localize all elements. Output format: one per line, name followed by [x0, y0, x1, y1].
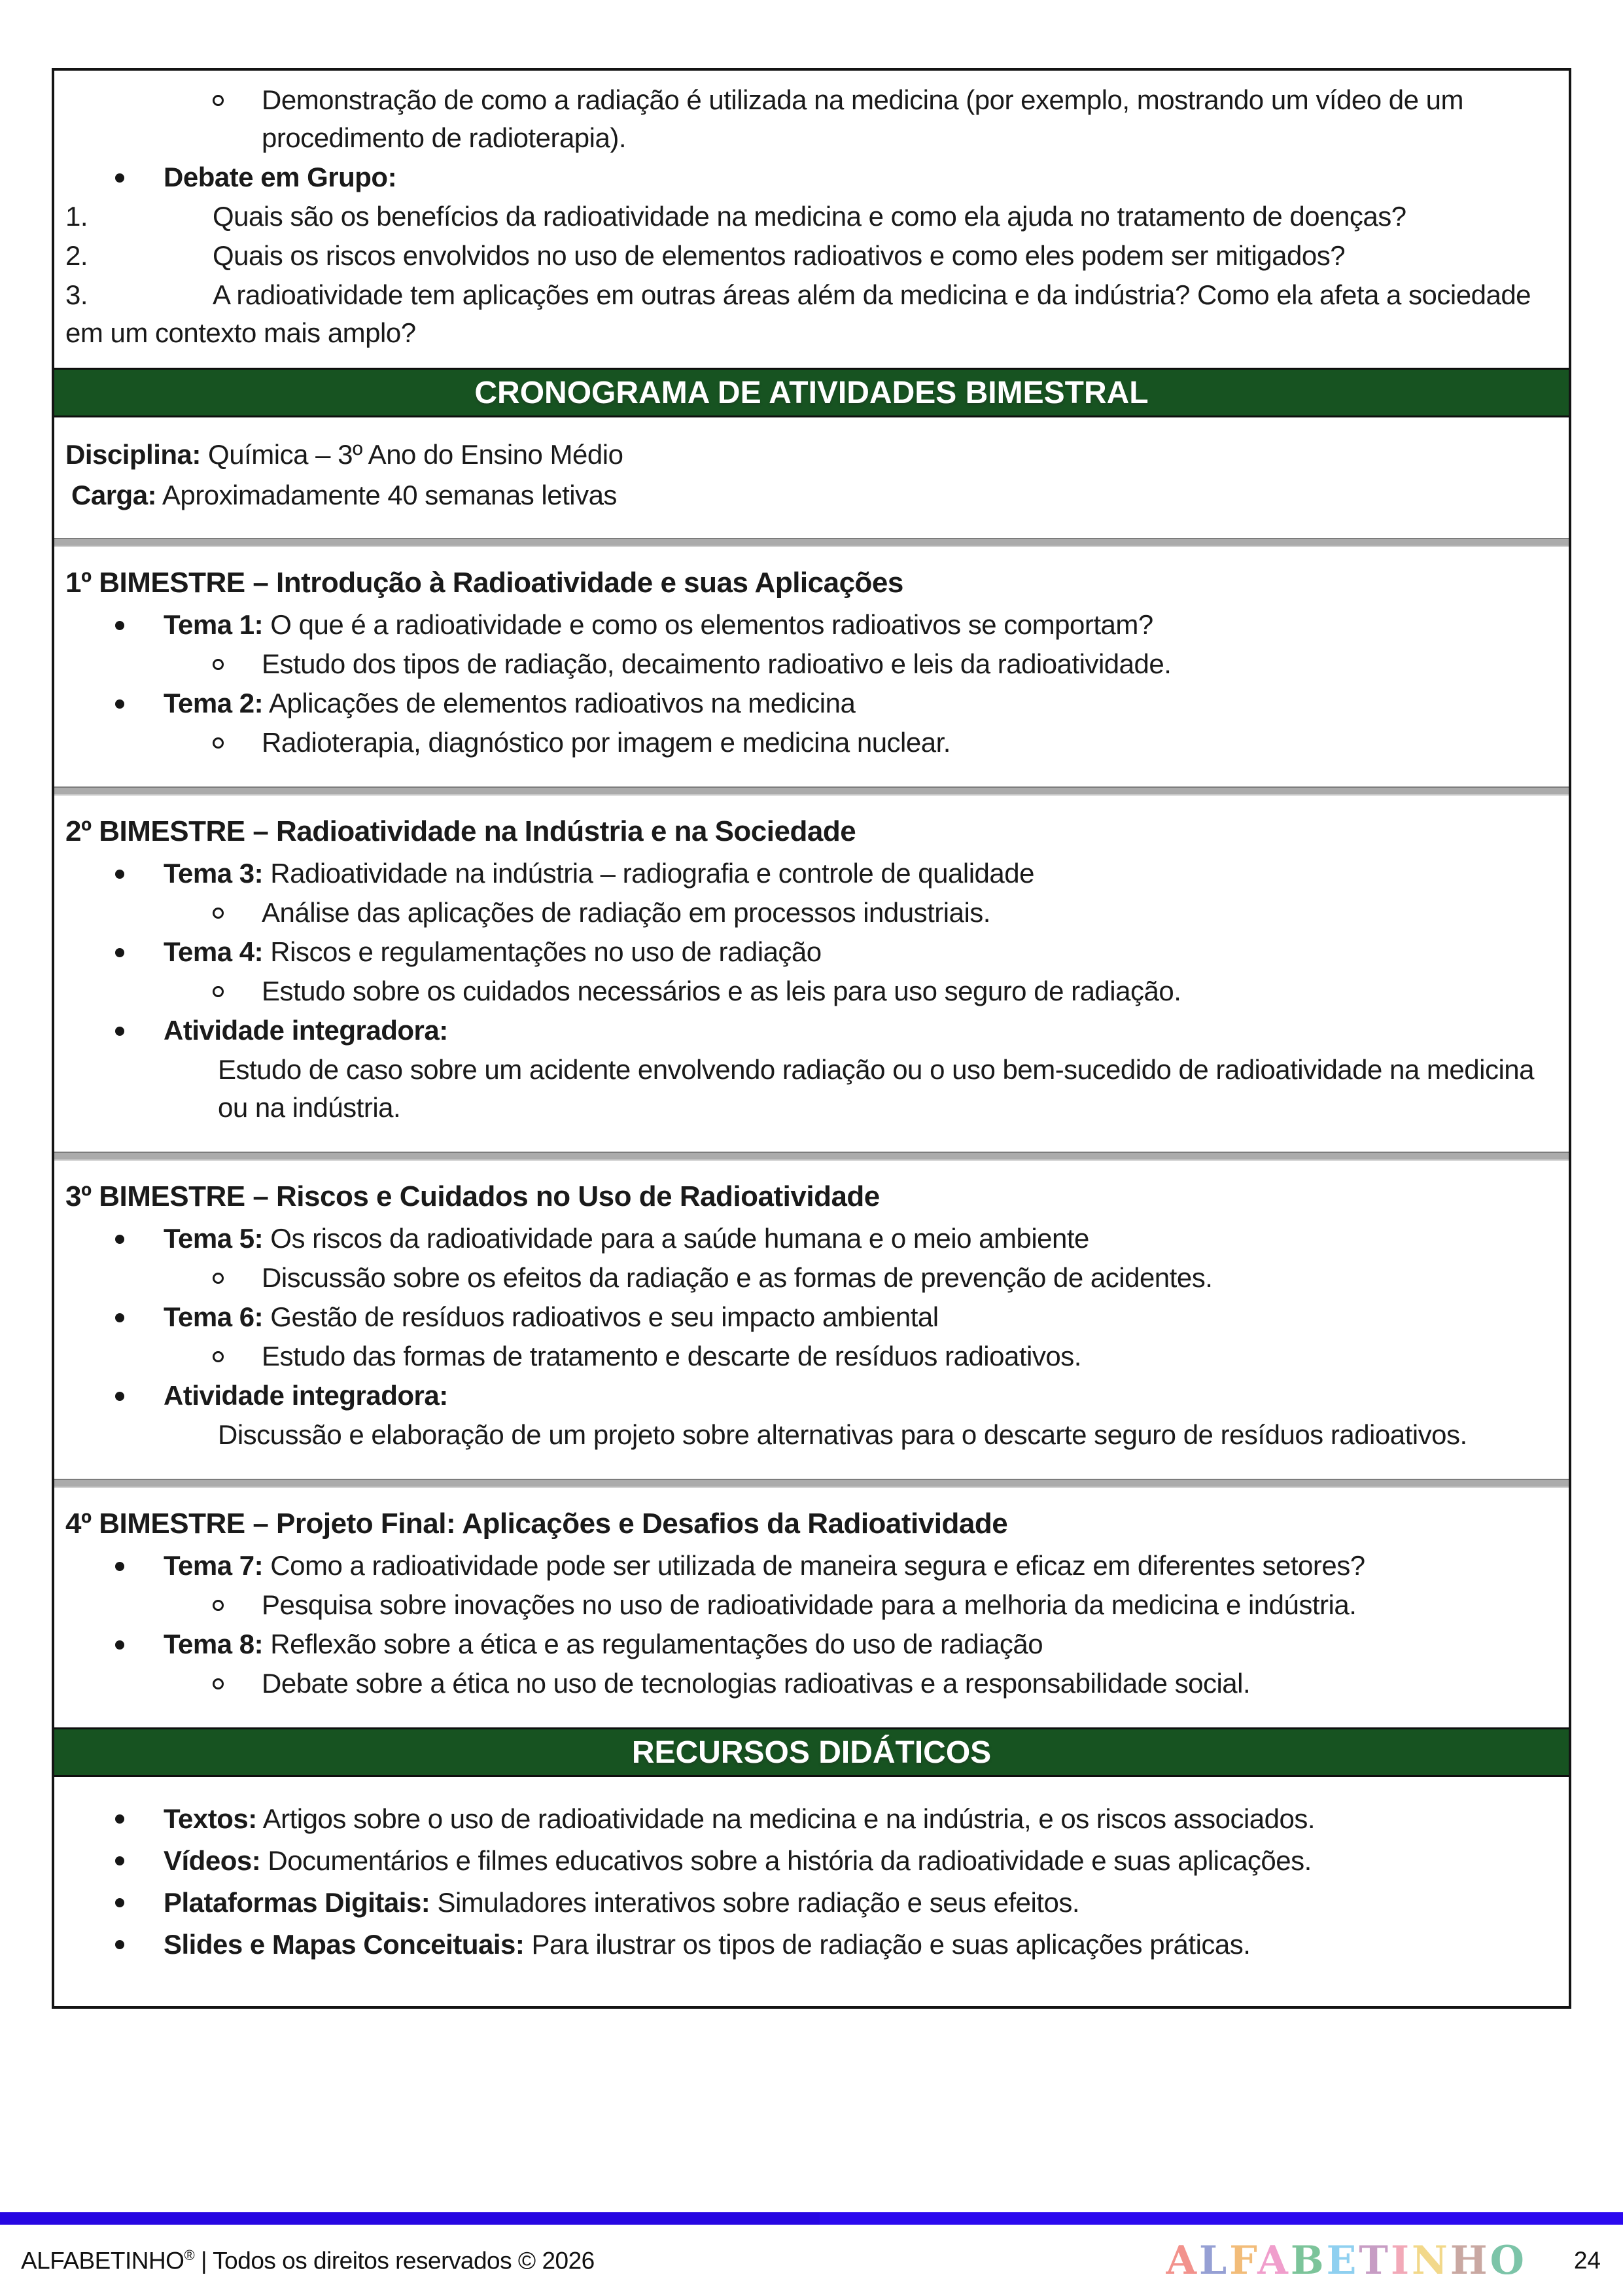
bullet-dot-icon	[115, 173, 124, 183]
item-text: Documentários e filmes educativos sobre a história da radioatividade e suas aplicações.	[260, 1845, 1312, 1876]
item-text: Gestão de resíduos radioativos e seu impacto ambiental	[263, 1301, 939, 1332]
section-divider	[54, 538, 1569, 547]
bullet-dot-icon	[115, 699, 124, 709]
recursos-header	[54, 1727, 1569, 1777]
item-label: Tema 4:	[164, 936, 264, 967]
bimestres	[54, 538, 1569, 1727]
list-item	[65, 1547, 1560, 1585]
logo-letter: B	[1290, 2238, 1327, 2284]
list-item	[65, 276, 1560, 352]
cronograma-title: CRONOGRAMA DE ATIVIDADES BIMESTRAL	[474, 375, 1149, 410]
item-text: Simuladores interativos sobre radiação e seus efeitos.	[430, 1887, 1079, 1918]
list-item	[65, 1625, 1560, 1663]
list-item	[65, 1298, 1560, 1336]
item-text: Debate sobre a ética no uso de tecnologias radioativas e a responsabilidade social.	[262, 1668, 1251, 1699]
list-item	[65, 933, 1560, 971]
bimestre-section	[54, 796, 1569, 1152]
list-item	[65, 1259, 1560, 1297]
logo-letter: A	[1166, 2238, 1199, 2284]
item-text: Os riscos da radioatividade para a saúde humana e o meio ambiente	[263, 1223, 1089, 1254]
item-number: 3.	[65, 279, 88, 310]
intro-section	[54, 71, 1569, 368]
circle-bullet-icon	[213, 1600, 224, 1611]
bullet-dot-icon	[115, 621, 124, 630]
recursos-list	[65, 1799, 1560, 1964]
item-number: 2.	[65, 240, 88, 271]
registered-mark-icon: ®	[184, 2246, 195, 2263]
logo-letter: F	[1229, 2238, 1258, 2284]
section-divider	[54, 1479, 1569, 1488]
logo-letter: H	[1450, 2238, 1490, 2284]
circle-bullet-icon	[213, 908, 224, 919]
item-label: Debate em Grupo:	[164, 162, 397, 192]
item-text: Discussão sobre os efeitos da radiação e as formas de prevenção de acidentes.	[262, 1262, 1213, 1293]
circle-bullet-icon	[213, 95, 224, 106]
bullet-dot-icon	[115, 1814, 124, 1824]
list-item	[65, 1337, 1560, 1375]
list-item	[65, 1051, 1560, 1127]
bullet-dot-icon	[115, 1898, 124, 1907]
item-text: Radioterapia, diagnóstico por imagem e medicina nuclear.	[262, 727, 951, 758]
logo-letter: E	[1326, 2238, 1359, 2284]
item-text: Quais são os benefícios da radioatividade na medicina e como ela ajuda no tratamento de doenças?	[213, 201, 1406, 232]
logo-letter: T	[1359, 2238, 1391, 2284]
intro-list	[65, 81, 1560, 352]
footer-copyright	[21, 2247, 595, 2274]
item-text: Pesquisa sobre inovações no uso de radioatividade para a melhoria da medicina e indústria.	[262, 1589, 1357, 1620]
list-item	[65, 724, 1560, 762]
footer	[21, 2233, 1601, 2289]
item-text: O que é a radioatividade e como os elementos radioativos se comportam?	[263, 609, 1153, 640]
circle-bullet-icon	[213, 737, 224, 749]
list-item	[65, 1665, 1560, 1703]
item-text: Aplicações de elementos radioativos na medicina	[263, 688, 856, 718]
bullet-dot-icon	[115, 1313, 124, 1322]
list-item	[65, 972, 1560, 1010]
bimestre-section	[54, 1488, 1569, 1727]
item-label: Tema 3:	[164, 858, 264, 889]
item-label: Vídeos:	[164, 1845, 261, 1876]
alfabetinho-logo	[1166, 2238, 1526, 2284]
bimestre-section	[54, 547, 1569, 786]
item-label: Textos:	[164, 1803, 257, 1834]
logo-letter: L	[1199, 2238, 1230, 2284]
item-text: Radioatividade na indústria – radiografia e controle de qualidade	[263, 858, 1034, 889]
list-item	[65, 1220, 1560, 1258]
list-item	[65, 894, 1560, 932]
bullet-dot-icon	[115, 1392, 124, 1401]
logo-letter: O	[1490, 2238, 1527, 2284]
circle-bullet-icon	[213, 659, 224, 670]
carga-label: Carga:	[71, 480, 157, 510]
item-text: Estudo de caso sobre um acidente envolvendo radiação ou o uso bem-sucedido de radioatividade na medicina ou na indústria.	[218, 1054, 1535, 1123]
recursos-section	[54, 1777, 1569, 2006]
circle-bullet-icon	[213, 1351, 224, 1362]
item-text: Estudo das formas de tratamento e descarte de resíduos radioativos.	[262, 1341, 1081, 1371]
logo-letter: I	[1390, 2238, 1412, 2284]
list-item	[65, 81, 1560, 157]
bullet-dot-icon	[115, 1940, 124, 1949]
list-item	[65, 198, 1560, 236]
bimestre-heading: 2º BIMESTRE – Radioatividade na Indústria e na Sociedade	[65, 815, 856, 847]
carga-value: Aproximadamente 40 semanas letivas	[156, 480, 617, 510]
content-table	[52, 68, 1571, 2009]
item-text: Quais os riscos envolvidos no uso de elementos radioativos e como eles podem ser mitigados?	[213, 240, 1346, 271]
item-label: Tema 1:	[164, 609, 264, 640]
circle-bullet-icon	[213, 1273, 224, 1284]
bimestre-heading: 1º BIMESTRE – Introdução à Radioatividade e suas Aplicações	[65, 567, 903, 599]
list-item	[65, 1416, 1560, 1454]
item-label: Atividade integradora:	[164, 1015, 448, 1046]
circle-bullet-icon	[213, 1678, 224, 1689]
list-item	[65, 1841, 1560, 1881]
section-divider	[54, 786, 1569, 796]
item-text: Artigos sobre o uso de radioatividade na medicina e na indústria, e os riscos associados.	[256, 1803, 1316, 1834]
bullet-dot-icon	[115, 948, 124, 957]
footer-rights: | Todos os direitos reservados © 2026	[194, 2247, 595, 2274]
circle-bullet-icon	[213, 986, 224, 997]
footer-accent-bar	[0, 2212, 1623, 2225]
disciplina-value: Química – 3º Ano do Ensino Médio	[200, 439, 623, 470]
item-text: Para ilustrar os tipos de radiação e suas aplicações práticas.	[524, 1929, 1251, 1960]
bimestre-section	[54, 1161, 1569, 1479]
list-item	[65, 1012, 1560, 1050]
logo-letter: A	[1257, 2238, 1291, 2284]
footer-brand: ALFABETINHO	[21, 2247, 184, 2274]
item-label: Tema 7:	[164, 1550, 264, 1581]
bullet-dot-icon	[115, 1640, 124, 1650]
list-item	[65, 158, 1560, 196]
list-item	[65, 1883, 1560, 1922]
item-label: Tema 2:	[164, 688, 264, 718]
item-text: Estudo sobre os cuidados necessários e as leis para uso seguro de radiação.	[262, 976, 1181, 1006]
cronograma-header	[54, 368, 1569, 417]
disciplina-row	[65, 434, 1560, 475]
list-item	[65, 855, 1560, 892]
bimestre-heading: 4º BIMESTRE – Projeto Final: Aplicações e Desafios da Radioatividade	[65, 1508, 1008, 1540]
list-item	[65, 645, 1560, 683]
item-text: Reflexão sobre a ética e as regulamentações do uso de radiação	[263, 1629, 1043, 1659]
item-text: A radioatividade tem aplicações em outras áreas além da medicina e da indústria? Como ela afeta a sociedade em um contexto mais amplo?	[65, 279, 1531, 348]
item-text: Demonstração de como a radiação é utilizada na medicina (por exemplo, mostrando um vídeo de um procedimento de radioterapia).	[262, 84, 1463, 153]
bullet-dot-icon	[115, 870, 124, 879]
list-item	[65, 606, 1560, 644]
recursos-title: RECURSOS DIDÁTICOS	[631, 1735, 992, 1770]
discipline-section	[54, 417, 1569, 538]
item-label: Plataformas Digitais:	[164, 1887, 430, 1918]
list-item	[65, 684, 1560, 722]
item-label: Tema 5:	[164, 1223, 264, 1254]
item-text: Riscos e regulamentações no uso de radiação	[263, 936, 822, 967]
section-divider	[54, 1152, 1569, 1161]
list-item	[65, 1925, 1560, 1964]
item-text: Como a radioatividade pode ser utilizada de maneira segura e eficaz em diferentes setores?	[263, 1550, 1365, 1581]
item-label: Atividade integradora:	[164, 1380, 448, 1411]
logo-letter: N	[1412, 2238, 1450, 2284]
bullet-dot-icon	[115, 1856, 124, 1865]
list-item	[65, 1799, 1560, 1839]
bullet-dot-icon	[115, 1027, 124, 1036]
bimestre-heading: 3º BIMESTRE – Riscos e Cuidados no Uso de Radioatividade	[65, 1180, 880, 1212]
carga-row	[65, 475, 1560, 516]
item-text: Estudo dos tipos de radiação, decaimento radioativo e leis da radioatividade.	[262, 648, 1172, 679]
bullet-dot-icon	[115, 1562, 124, 1571]
disciplina-label: Disciplina:	[65, 439, 201, 470]
bullet-dot-icon	[115, 1235, 124, 1244]
item-text: Análise das aplicações de radiação em processos industriais.	[262, 897, 990, 928]
footer-right	[1166, 2238, 1601, 2284]
list-item	[65, 1586, 1560, 1624]
item-text: Discussão e elaboração de um projeto sobre alternativas para o descarte seguro de resíduos radioativos.	[218, 1419, 1467, 1450]
list-item	[65, 1377, 1560, 1415]
item-label: Tema 6:	[164, 1301, 264, 1332]
item-number: 1.	[65, 201, 88, 232]
page-number: 24	[1573, 2247, 1601, 2274]
item-label: Tema 8:	[164, 1629, 264, 1659]
item-label: Slides e Mapas Conceituais:	[164, 1929, 525, 1960]
list-item	[65, 237, 1560, 275]
